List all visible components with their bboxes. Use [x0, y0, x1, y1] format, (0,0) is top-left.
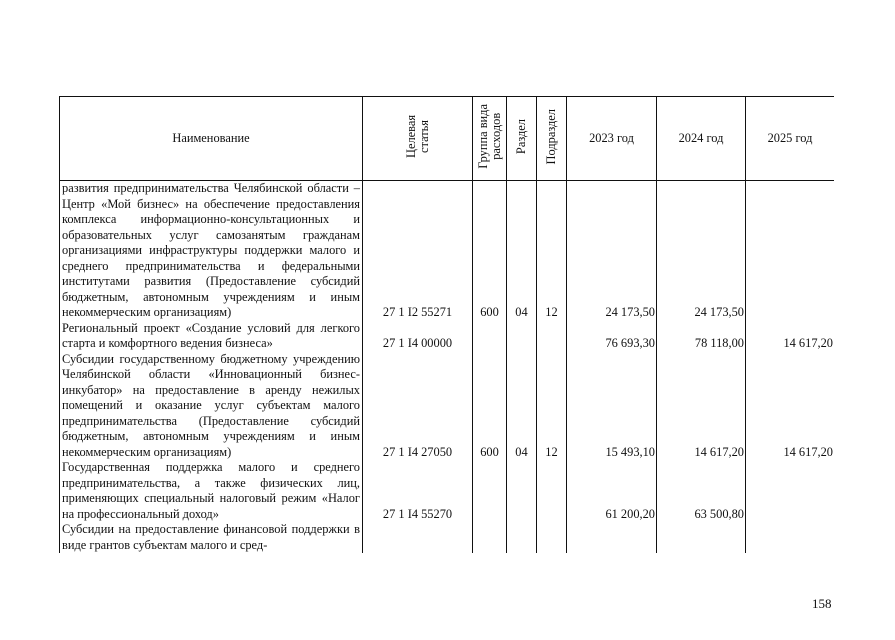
table-row [60, 460, 835, 522]
header-expense-group-label [477, 104, 503, 169]
header-expense-group-line2: расходов [488, 112, 503, 160]
table-row [60, 321, 835, 352]
row-value-2023: 76 693,30 [567, 321, 657, 352]
row-section: 04 [507, 352, 537, 461]
table-row [60, 352, 835, 461]
table-row [60, 181, 835, 321]
row-subsection: 12 [537, 352, 567, 461]
header-section-label: Раздел [514, 118, 528, 154]
header-2024: 2024 год [657, 97, 746, 181]
row-expense-group [473, 460, 507, 522]
row-value-2023: 15 493,10 [567, 352, 657, 461]
header-subsection [537, 97, 567, 181]
row-value-2025: 14 617,20 [746, 321, 835, 352]
row-value-2024: 24 173,50 [657, 181, 746, 321]
row-section [507, 460, 537, 522]
budget-table-container [59, 96, 834, 580]
row-subsection: 12 [537, 181, 567, 321]
header-name: Наименование [60, 97, 363, 181]
row-target-article: 27 1 I4 55270 [363, 460, 473, 522]
row-section [507, 522, 537, 553]
header-expense-group [473, 97, 507, 181]
row-name: Субсидии государственному бюджетному учреждению Челябинской области «Инновационный бизнес-инкубатор» на предоставление в аренду нежилых помещений и оказание услуг субъектам малого предпринимательства (Предоставление субсидий бюджетным, автономным учреждениям и иным некоммерческим организациям) [60, 352, 363, 461]
row-expense-group: 600 [473, 181, 507, 321]
row-section: 04 [507, 181, 537, 321]
row-name: Субсидии на предоставление финансовой поддержки в виде грантов субъектам малого и сред- [60, 522, 363, 553]
header-subsection-label: Подраздел [544, 108, 558, 164]
row-target-article [363, 522, 473, 553]
row-target-article: 27 1 I4 27050 [363, 352, 473, 461]
row-value-2025 [746, 181, 835, 321]
row-subsection [537, 321, 567, 352]
header-expense-group-line1: Группа вида [475, 103, 490, 169]
row-value-2025 [746, 522, 835, 553]
row-target-article: 27 1 I4 00000 [363, 321, 473, 352]
row-value-2023: 24 173,50 [567, 181, 657, 321]
header-2023: 2023 год [567, 97, 657, 181]
table-header-row [60, 97, 835, 181]
row-subsection [537, 460, 567, 522]
row-expense-group: 600 [473, 352, 507, 461]
header-target-article [363, 97, 473, 181]
row-name: Региональный проект «Создание условий для легкого старта и комфортного ведения бизнеса» [60, 321, 363, 352]
budget-table [59, 96, 834, 553]
header-2025: 2025 год [746, 97, 835, 181]
page-number: 158 [812, 596, 832, 611]
row-value-2023 [567, 522, 657, 553]
row-expense-group [473, 522, 507, 553]
row-value-2025 [746, 460, 835, 522]
row-value-2025: 14 617,20 [746, 352, 835, 461]
table-row [60, 522, 835, 553]
row-target-article: 27 1 I2 55271 [363, 181, 473, 321]
row-subsection [537, 522, 567, 553]
row-value-2024: 78 118,00 [657, 321, 746, 352]
row-name: развития предпринимательства Челябинской области – Центр «Мой бизнес» на обеспечение предоставления комплекса информационно-консультационных и образовательных услуг самозанятым гражданам организациями инфраструктуры поддержки малого и среднего предпринимательства и федеральными институтами развития (Предоставление субсидий бюджетным, автономным учреждениям и иным некоммерческим организациям) [60, 181, 363, 321]
row-section [507, 321, 537, 352]
header-target-article-label: Целевая статья [403, 114, 431, 158]
header-section [507, 97, 537, 181]
row-name: Государственная поддержка малого и среднего предпринимательства, а также физических лиц, применяющих специальный налоговый режим «Налог на профессиональный доход» [60, 460, 363, 522]
row-value-2024: 63 500,80 [657, 460, 746, 522]
row-expense-group [473, 321, 507, 352]
row-value-2024: 14 617,20 [657, 352, 746, 461]
row-value-2023: 61 200,20 [567, 460, 657, 522]
row-value-2024 [657, 522, 746, 553]
